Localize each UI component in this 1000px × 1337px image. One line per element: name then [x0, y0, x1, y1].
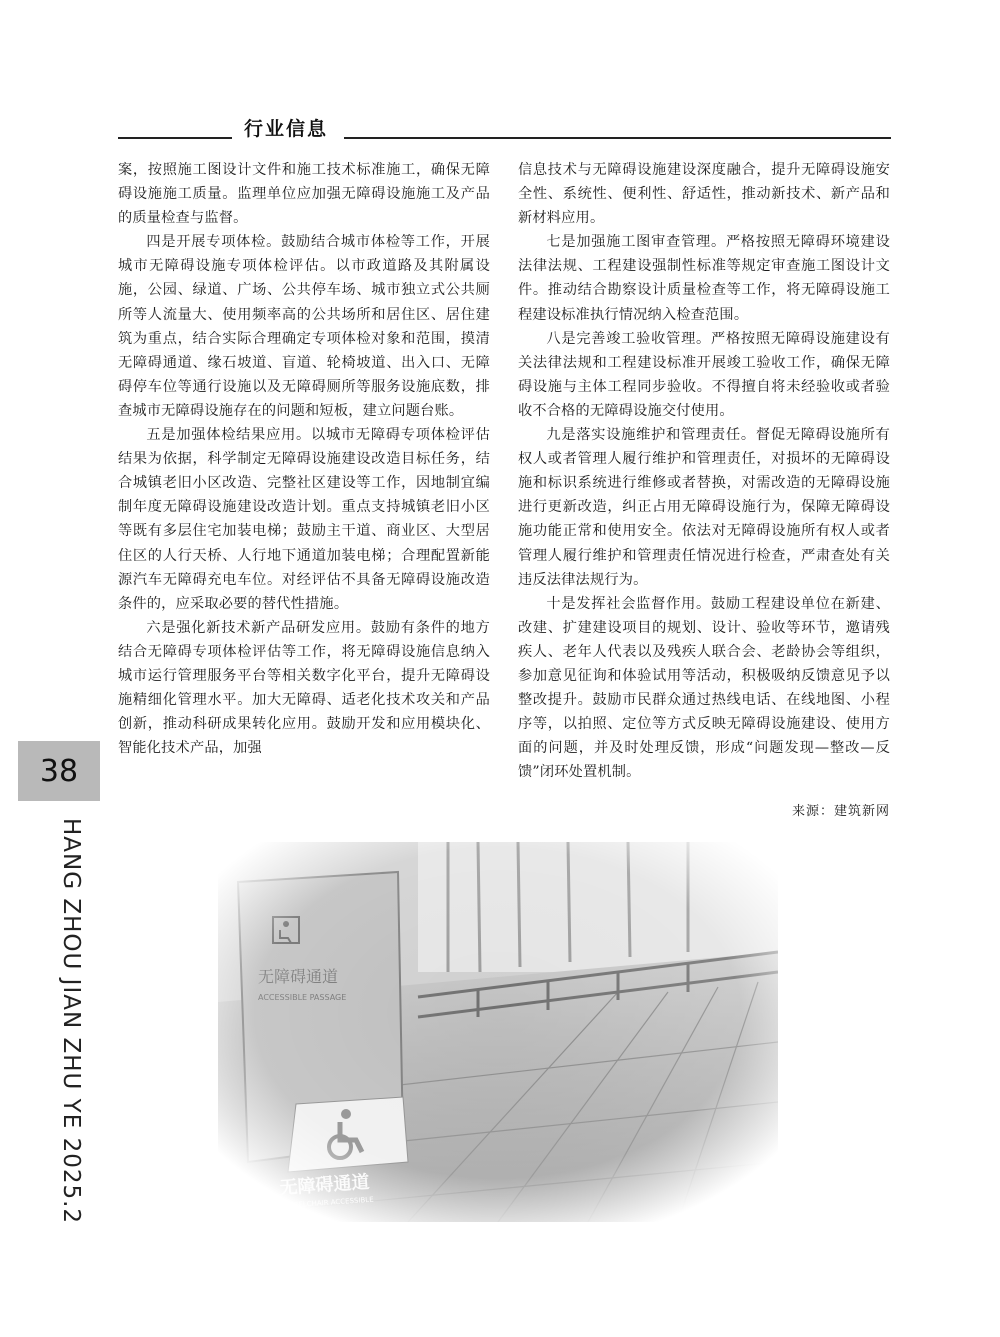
paragraph: 信息技术与无障碍设施建设深度融合，提升无障碍设施安全性、系统性、便利性、舒适性，推动新技术、新产品和新材料应用。: [518, 162, 890, 227]
paragraph: 五是加强体检结果应用。以城市无障碍专项体检评估结果为依据，科学制定无障碍设施建设改造目标任务，结合城镇老旧小区改造、完整社区建设等工作，因地制宜编制年度无障碍设施建设改造计划。重点支持城镇老旧小区等既有多层住宅加装电梯；鼓励主干道、商业区、大型居住区的人行天桥、人行地下通道加装电梯；合理配置新能源汽车无障碍充电车位。对经评估不具备无障碍设施改造条件的，应采取必要的替代性措施。: [118, 427, 490, 612]
paragraph: 八是完善竣工验收管理。严格按照无障碍设施建设有关法律法规和工程建设标准开展竣工验收工作，确保无障碍设施与主体工程同步验收。不得擅自将未经验收或者验收不合格的无障碍设施交付使用。: [518, 330, 890, 419]
paragraph: 九是落实设施维护和管理责任。督促无障碍设施所有权人或者管理人履行维护和管理责任，对损坏的无障碍设施和标识系统进行维修或者替换，对需改造的无障碍设施进行更新改造，纠正占用无障碍设施行为，保障无障碍设施功能正常和使用安全。依法对无障碍设施所有权人或者管理人履行维护和管理责任情况进行检查，严肃查处有关违反法律法规行为。: [518, 427, 890, 588]
accessible-passage-photo: [218, 842, 778, 1222]
header-rule-right: [344, 137, 891, 139]
journal-name: HANG ZHOU JIAN ZHU YE 2025.2: [58, 818, 84, 1225]
header-rule-left: [118, 137, 232, 139]
section-title: 行业信息: [244, 118, 329, 140]
paragraph: 案，按照施工图设计文件和施工技术标准施工，确保无障碍设施施工质量。监理单位应加强无障碍设施施工及产品的质量检查与监督。: [118, 162, 490, 227]
page-number: 38: [18, 741, 100, 801]
paragraph: 七是加强施工图审查管理。严格按照无障碍环境建设法律法规、工程建设强制性标准等规定审查施工图设计文件。推动结合勘察设计质量检查等工作，将无障碍设施工程建设标准执行情况纳入检查范围。: [518, 234, 890, 323]
paragraph: 十是发挥社会监督作用。鼓励工程建设单位在新建、改建、扩建建设项目的规划、设计、验收等环节，邀请残疾人、老年人代表以及残疾人联合会、老龄协会等组织，参加意见征询和体验试用等活动，积极吸纳反馈意见予以整改提升。鼓励市民群众通过热线电话、在线地图、小程序等，以拍照、定位等方式反映无障碍设施建设、使用方面的问题，并及时处理反馈，形成“问题发现—整改—反馈”闭环处置机制。: [518, 595, 890, 781]
right-column: [518, 158, 890, 784]
paragraph: 四是开展专项体检。鼓励结合城市体检等工作，开展城市无障碍设施专项体检评估。以市政道路及其附属设施，公园、绿道、广场、公共停车场、城市独立式公共厕所等人流量大、使用频率高的公共场所和居住区、居住建筑为重点，结合实际合理确定专项体检对象和范围，摸清无障碍通道、缘石坡道、盲道、轮椅坡道、出入口、无障碍停车位等通行设施以及无障碍厕所等服务设施底数，排查城市无障碍设施存在的问题和短板，建立问题台账。: [118, 234, 490, 419]
paragraph: 六是强化新技术新产品研发应用。鼓励有条件的地方结合无障碍专项体检评估等工作，将无障碍设施信息纳入城市运行管理服务平台等相关数字化平台，提升无障碍设施精细化管理水平。加大无障碍、适老化技术攻关和产品创新，推动科研成果转化应用。鼓励开发和应用模块化、智能化技术产品，加强: [118, 619, 490, 757]
left-column: [118, 158, 490, 760]
source-credit: 来源：建筑新网: [791, 804, 890, 819]
